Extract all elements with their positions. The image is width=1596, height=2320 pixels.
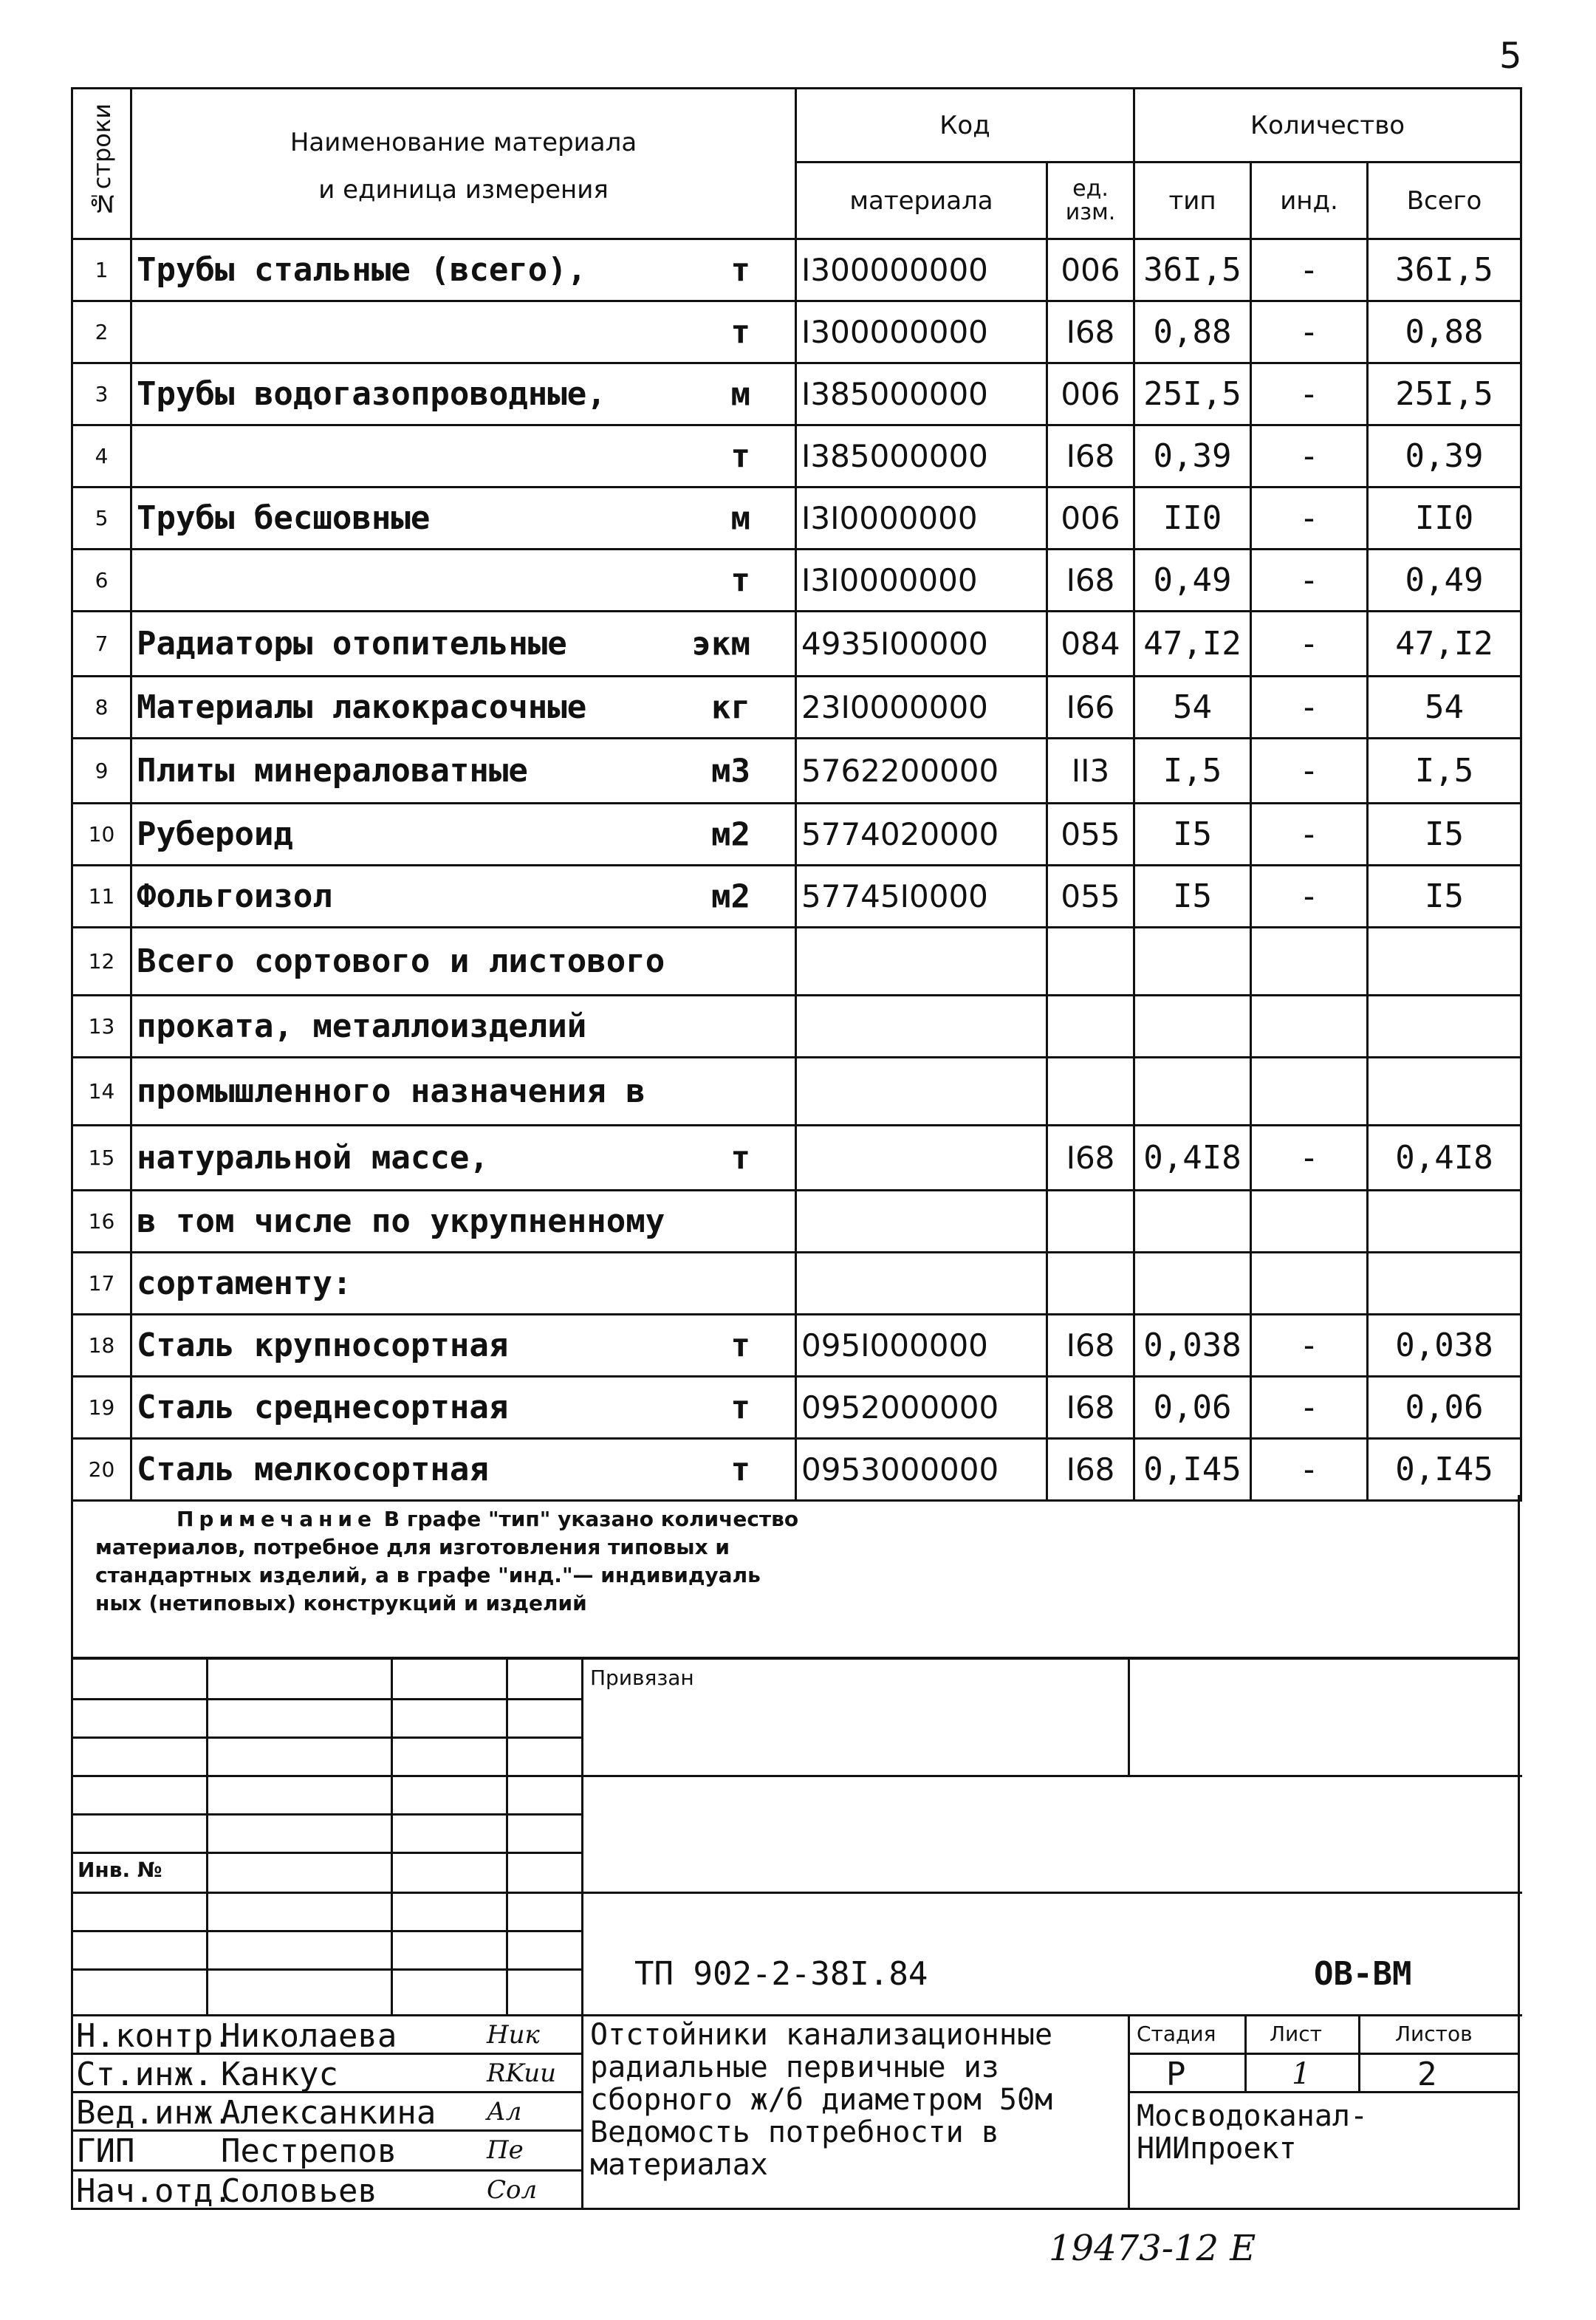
quantity-individual: -: [1251, 739, 1368, 804]
quantity-individual: -: [1251, 239, 1368, 301]
material-code: I385000000: [796, 363, 1047, 425]
unit-code: 055: [1047, 804, 1134, 866]
material-code: 57745I0000: [796, 866, 1047, 928]
material-code: 095I000000: [796, 1315, 1047, 1377]
quantity-type: [1134, 1058, 1251, 1126]
header-type: тип: [1134, 162, 1251, 239]
note-line: ных (нетиповых) конструкций и изделий: [95, 1591, 587, 1615]
material-name-text: Всего сортового и листового: [137, 942, 665, 980]
signature: Ник: [487, 2020, 540, 2050]
row-number: 7: [72, 612, 131, 677]
quantity-total: 0,88: [1368, 301, 1521, 363]
signature: Сол: [487, 2175, 538, 2205]
material-code: 0953000000: [796, 1439, 1047, 1501]
table-row: [72, 301, 1521, 363]
quantity-type: I,5: [1134, 739, 1251, 804]
sheet-value: 1: [1292, 2057, 1311, 2091]
signature: Ал: [487, 2097, 522, 2126]
table-row: [72, 739, 1521, 804]
quantity-total: I,5: [1368, 739, 1521, 804]
material-unit: т: [730, 1327, 750, 1364]
quantity-individual: [1251, 1253, 1368, 1315]
material-unit: т: [730, 561, 750, 599]
material-unit: м3: [711, 752, 750, 790]
signature: RKuu: [487, 2059, 557, 2088]
quantity-type: 0,4I8: [1134, 1126, 1251, 1191]
quantity-individual: -: [1251, 1377, 1368, 1439]
unit-code: I66: [1047, 677, 1134, 739]
quantity-type: 25I,5: [1134, 363, 1251, 425]
material-name: [131, 677, 796, 739]
material-unit: кг: [711, 688, 750, 726]
material-name: [131, 612, 796, 677]
material-name: [131, 1058, 796, 1126]
table-row: [72, 677, 1521, 739]
material-name: [131, 1191, 796, 1253]
table-row: [72, 239, 1521, 301]
table-row: [72, 1315, 1521, 1377]
material-name-text: в том числе по укрупненному: [137, 1202, 665, 1240]
material-name-text: Фольгоизол: [137, 877, 332, 915]
material-name: [131, 928, 796, 996]
page-number: 5: [1499, 35, 1522, 77]
material-code: 5774020000: [796, 804, 1047, 866]
material-name-text: Трубы водогазопроводные,: [137, 375, 606, 413]
note-line: В графе "тип" указано количество: [383, 1507, 799, 1531]
material-code: [796, 1253, 1047, 1315]
materials-table: [71, 87, 1522, 1502]
material-unit: м2: [711, 815, 750, 853]
quantity-total: 25I,5: [1368, 363, 1521, 425]
material-code: [796, 1058, 1047, 1126]
quantity-total: 54: [1368, 677, 1521, 739]
quantity-type: 0,49: [1134, 550, 1251, 612]
material-name-text: Рубероид: [137, 815, 293, 853]
quantity-total: [1368, 1253, 1521, 1315]
quantity-total: 0,49: [1368, 550, 1521, 612]
quantity-type: [1134, 996, 1251, 1058]
material-name: [131, 1315, 796, 1377]
quantity-total: 0,038: [1368, 1315, 1521, 1377]
header-unit: ед. изм.: [1047, 162, 1134, 239]
material-name: [131, 1253, 796, 1315]
row-number: 15: [72, 1126, 131, 1191]
material-unit: т: [730, 1139, 750, 1177]
quantity-individual: -: [1251, 1439, 1368, 1501]
quantity-type: [1134, 1253, 1251, 1315]
row-number: 5: [72, 487, 131, 550]
row-number: 6: [72, 550, 131, 612]
material-unit: экм: [691, 625, 750, 663]
material-unit: м2: [711, 877, 750, 915]
unit-code: 006: [1047, 487, 1134, 550]
quantity-total: [1368, 996, 1521, 1058]
quantity-total: 0,39: [1368, 425, 1521, 487]
quantity-type: [1134, 928, 1251, 996]
row-number: 12: [72, 928, 131, 996]
table-row: [72, 1253, 1521, 1315]
material-name: [131, 301, 796, 363]
note-line: материалов, потребное для изготовления типовых и: [95, 1535, 730, 1559]
quantity-total: [1368, 1191, 1521, 1253]
unit-code: I68: [1047, 1377, 1134, 1439]
note: [71, 1495, 1520, 1659]
quantity-type: 47,I2: [1134, 612, 1251, 677]
material-name: [131, 866, 796, 928]
material-name-text: промышленного назначения в: [137, 1072, 645, 1110]
signer-role: ГИП: [76, 2132, 135, 2170]
row-number: 3: [72, 363, 131, 425]
material-name: [131, 804, 796, 866]
row-number: 17: [72, 1253, 131, 1315]
material-name-text: Сталь крупносортная: [137, 1327, 509, 1364]
privyazan-label: Привязан: [590, 1666, 694, 1690]
signer-role: Н.контр.: [76, 2017, 233, 2055]
material-name: [131, 487, 796, 550]
quantity-total: II0: [1368, 487, 1521, 550]
quantity-total: 0,I45: [1368, 1439, 1521, 1501]
row-number: 1: [72, 239, 131, 301]
table-row: [72, 866, 1521, 928]
inventory-number-label: Инв. №: [78, 1858, 162, 1882]
material-code: [796, 928, 1047, 996]
material-code: [796, 1126, 1047, 1191]
quantity-type: I5: [1134, 804, 1251, 866]
quantity-individual: -: [1251, 550, 1368, 612]
material-name-text: Материалы лакокрасочные: [137, 688, 587, 726]
material-code: [796, 996, 1047, 1058]
quantity-individual: -: [1251, 301, 1368, 363]
table-row: [72, 1439, 1521, 1501]
quantity-individual: -: [1251, 1126, 1368, 1191]
row-number: 19: [72, 1377, 131, 1439]
header-name: Наименование материала и единица измерения: [131, 89, 796, 239]
table-row: [72, 1058, 1521, 1126]
material-unit: м: [730, 499, 750, 537]
material-name-text: Плиты минераловатные: [137, 752, 528, 790]
document-mark: ОВ-ВМ: [1314, 1955, 1412, 1993]
material-code: 4935I00000: [796, 612, 1047, 677]
unit-code: 055: [1047, 866, 1134, 928]
table-row: [72, 612, 1521, 677]
unit-code: I68: [1047, 1126, 1134, 1191]
sheet-label: Лист: [1270, 2022, 1322, 2046]
table-row: [72, 1377, 1521, 1439]
material-name-text: Трубы бесшовные: [137, 499, 431, 537]
material-code: I3I0000000: [796, 550, 1047, 612]
quantity-individual: -: [1251, 612, 1368, 677]
material-code: I385000000: [796, 425, 1047, 487]
row-number: 10: [72, 804, 131, 866]
table-row: [72, 487, 1521, 550]
row-number: 20: [72, 1439, 131, 1501]
unit-code: I68: [1047, 425, 1134, 487]
stage-value: Р: [1166, 2056, 1186, 2093]
unit-code: I68: [1047, 550, 1134, 612]
header-quantity: Количество: [1134, 89, 1521, 162]
header-row-number: №строки: [72, 89, 131, 239]
material-unit: м: [730, 375, 750, 413]
signer-name: Пестрепов: [221, 2132, 397, 2170]
quantity-individual: -: [1251, 866, 1368, 928]
unit-code: [1047, 996, 1134, 1058]
quantity-individual: -: [1251, 677, 1368, 739]
table-row: [72, 1191, 1521, 1253]
material-name-text: Сталь мелкосортная: [137, 1451, 489, 1488]
quantity-total: 36I,5: [1368, 239, 1521, 301]
material-code: 0952000000: [796, 1377, 1047, 1439]
material-name: [131, 739, 796, 804]
unit-code: I68: [1047, 1439, 1134, 1501]
signature: Пе: [487, 2135, 524, 2165]
title-block: [71, 1657, 1520, 2210]
material-code: [796, 1191, 1047, 1253]
quantity-individual: -: [1251, 425, 1368, 487]
table-row: [72, 928, 1521, 996]
quantity-individual: [1251, 996, 1368, 1058]
material-code: I3I0000000: [796, 487, 1047, 550]
sheets-value: 2: [1417, 2056, 1437, 2093]
quantity-total: [1368, 928, 1521, 996]
quantity-total: I5: [1368, 804, 1521, 866]
material-unit: т: [730, 313, 750, 351]
quantity-individual: -: [1251, 363, 1368, 425]
material-name: [131, 1126, 796, 1191]
row-number: 16: [72, 1191, 131, 1253]
signer-role: Нач.отд.: [76, 2172, 233, 2210]
row-number: 13: [72, 996, 131, 1058]
material-name: [131, 550, 796, 612]
signer-name: Канкус: [221, 2056, 338, 2093]
row-number: 9: [72, 739, 131, 804]
header-individual: инд.: [1251, 162, 1368, 239]
material-code: I300000000: [796, 239, 1047, 301]
table-row: [72, 996, 1521, 1058]
quantity-total: 0,06: [1368, 1377, 1521, 1439]
material-name: [131, 1377, 796, 1439]
header-total: Всего: [1368, 162, 1521, 239]
table-row: [72, 363, 1521, 425]
row-number: 4: [72, 425, 131, 487]
stage-label: Стадия: [1137, 2022, 1216, 2046]
material-name-text: натуральной массе,: [137, 1139, 489, 1177]
table-row: [72, 1126, 1521, 1191]
quantity-type: 0,88: [1134, 301, 1251, 363]
quantity-individual: -: [1251, 1315, 1368, 1377]
unit-code: 006: [1047, 239, 1134, 301]
material-name: [131, 363, 796, 425]
quantity-type: II0: [1134, 487, 1251, 550]
row-number: 11: [72, 866, 131, 928]
quantity-total: [1368, 1058, 1521, 1126]
unit-code: 006: [1047, 363, 1134, 425]
material-name: [131, 239, 796, 301]
unit-code: [1047, 1253, 1134, 1315]
organization: Мосводоканал- НИИпроект: [1137, 2099, 1369, 2166]
note-label: Примечание: [177, 1507, 377, 1531]
material-unit: т: [730, 437, 750, 475]
quantity-individual: -: [1251, 487, 1368, 550]
material-name-text: Радиаторы отопительные: [137, 625, 567, 663]
table-row: [72, 425, 1521, 487]
table-row: [72, 550, 1521, 612]
quantity-type: 0,038: [1134, 1315, 1251, 1377]
row-number: 2: [72, 301, 131, 363]
material-name-text: проката, металлоизделий: [137, 1007, 587, 1045]
quantity-type: I5: [1134, 866, 1251, 928]
quantity-type: [1134, 1191, 1251, 1253]
document-title: Отстойники канализационные радиальные первичные из сборного ж/б диаметром 50м Ведомость потребности в материалах: [590, 2018, 1053, 2182]
material-unit: т: [730, 251, 750, 289]
signer-name: Соловьев: [221, 2172, 377, 2210]
quantity-individual: -: [1251, 804, 1368, 866]
row-number: 14: [72, 1058, 131, 1126]
quantity-total: I5: [1368, 866, 1521, 928]
row-number: 8: [72, 677, 131, 739]
material-name: [131, 996, 796, 1058]
row-number: 18: [72, 1315, 131, 1377]
material-unit: т: [730, 1451, 750, 1488]
quantity-type: 0,39: [1134, 425, 1251, 487]
material-code: I300000000: [796, 301, 1047, 363]
document-code: ТП 902-2-38I.84: [634, 1955, 928, 1993]
note-line: стандартных изделий, а в графе "инд."— индивидуаль: [95, 1563, 761, 1587]
quantity-type: 54: [1134, 677, 1251, 739]
material-code: 5762200000: [796, 739, 1047, 804]
quantity-individual: [1251, 1058, 1368, 1126]
signer-name: Николаева: [221, 2017, 397, 2055]
quantity-total: 0,4I8: [1368, 1126, 1521, 1191]
table-row: [72, 804, 1521, 866]
quantity-type: 36I,5: [1134, 239, 1251, 301]
material-name: [131, 425, 796, 487]
unit-code: [1047, 1191, 1134, 1253]
header-code: Код: [796, 89, 1134, 162]
unit-code: I68: [1047, 1315, 1134, 1377]
material-name: [131, 1439, 796, 1501]
material-name-text: Трубы стальные (всего),: [137, 251, 587, 289]
unit-code: II3: [1047, 739, 1134, 804]
sheets-label: Листов: [1395, 2022, 1473, 2046]
material-unit: т: [730, 1389, 750, 1426]
unit-code: I68: [1047, 301, 1134, 363]
header-material: материала: [796, 162, 1047, 239]
material-code: 23I0000000: [796, 677, 1047, 739]
unit-code: [1047, 928, 1134, 996]
quantity-individual: [1251, 928, 1368, 996]
signer-name: Алексанкина: [221, 2094, 436, 2132]
unit-code: 084: [1047, 612, 1134, 677]
material-name-text: сортаменту:: [137, 1265, 352, 1302]
unit-code: [1047, 1058, 1134, 1126]
quantity-type: 0,06: [1134, 1377, 1251, 1439]
signer-role: Ст.инж.: [76, 2056, 213, 2093]
handwritten-number: 19473-12 Е: [1049, 2228, 1256, 2269]
quantity-total: 47,I2: [1368, 612, 1521, 677]
signer-role: Вед.инж.: [76, 2094, 233, 2132]
quantity-individual: [1251, 1191, 1368, 1253]
material-name-text: Сталь среднесортная: [137, 1389, 509, 1426]
quantity-type: 0,I45: [1134, 1439, 1251, 1501]
